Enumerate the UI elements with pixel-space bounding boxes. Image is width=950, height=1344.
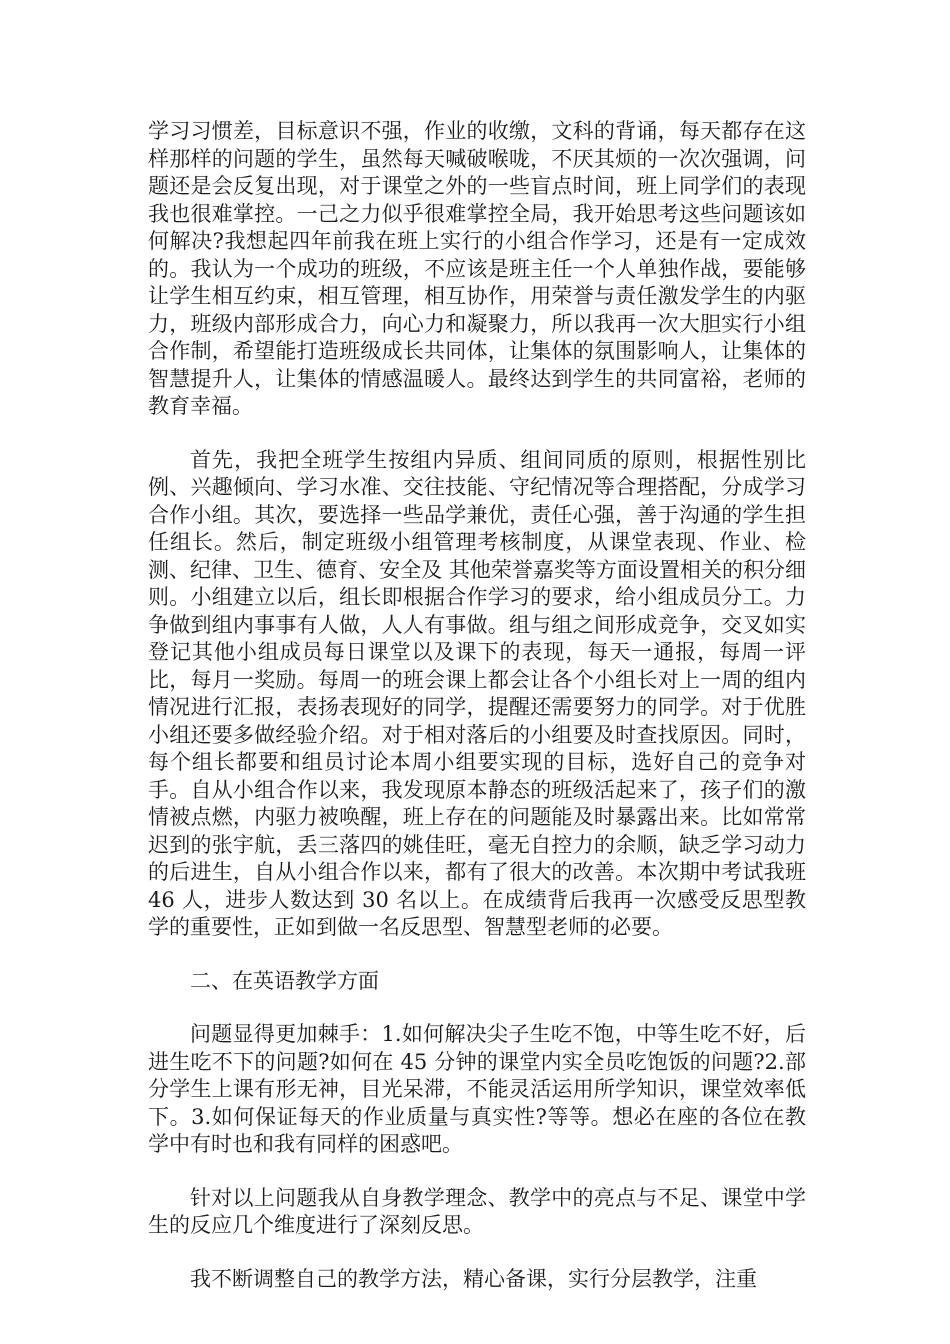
paragraph-group-cooperation: 首先，我把全班学生按组内异质、组间同质的原则，根据性别比例、兴趣倾向、学习水准、交往技能、守纪情况等合理搭配，分成学习合作小组。其次，要选择一些品学兼优，责任心强，善于沟通的学生担任组长。然后，制定班级小组管理考核制度，从课堂表现、作业、检测、纪律、卫生、德育、安全及 其他荣誉嘉奖等方面设置相关的积分细则。小组建立以后，组长即根据合作学习的要求，给小组成员分工。力争做到组内事事有人做，人人有事做。组与组之间形成竞争，交叉如实登记其他小组成员每日课堂以及课下的表现，每天一通报，每周一评比，每月一奖励。每周一的班会课上都会让各个小组长对上一周的组内情况进行汇报，表扬表现好的同学，提醒还需要努力的同学。对于优胜小组还要多做经验介绍。对于相对落后的小组要及时查找原因。同时，每个组长都要和组员讨论本周小组要实现的目标，选好自己的竞争对手。自从小组合作以来，我发现原本静态的班级活起来了，孩子们的激情被点燃，内驱力被唤醒，班上存在的问题能及时暴露出来。比如常常迟到的张宇航，丢三落四的姚佳旺，毫无自控力的余顺，缺乏学习动力的后进生，自从小组合作以来，都有了很大的改善。本次期中考试我班 46 人，进步人数达到 30 名以上。在成绩背后我再一次感受反思型教学的重要性，正如到做一名反思型、智慧型老师的必要。 (148, 447, 806, 939)
document-body (148, 118, 806, 1319)
paragraph-reflection: 针对以上问题我从自身教学理念、教学中的亮点与不足、课堂中学生的反应几个维度进行了深刻反思。 (148, 1185, 806, 1237)
paragraph-english-problems: 问题显得更加棘手：1.如何解决尖子生吃不饱，中等生吃不好，后进生吃不下的问题?如何在 45 分钟的课堂内实全员吃饱饭的问题?2.部分学生上课有形无神，目光呆滞，不能灵活运用所学知识，课堂效率低下。3.如何保证每天的作业质量与真实性?等等。想必在座的各位在教学中有时也和我有同样的困惑吧。 (148, 1022, 806, 1156)
paragraph-class-management-intro: 学习习惯差，目标意识不强，作业的收缴，文科的背诵，每天都存在这样那样的问题的学生，虽然每天喊破喉咙，不厌其烦的一次次强调，问题还是会反复出现，对于课堂之外的一些盲点时间，班上同学们的表现我也很难掌控。一己之力似乎很难掌控全局，我开始思考这些问题该如何解决?我想起四年前我在班上实行的小组合作学习，还是有一定成效的。我认为一个成功的班级，不应该是班主任一个人单独作战，要能够让学生相互约束，相互管理，相互协作，用荣誉与责任激发学生的内驱力，班级内部形成合力，向心力和凝聚力，所以我再一次大胆实行小组合作制，希望能打造班级成长共同体，让集体的氛围影响人，让集体的智慧提升人，让集体的情感温暖人。最终达到学生的共同富裕，老师的教育幸福。 (148, 119, 806, 418)
section-heading-english-teaching: 二、在英语教学方面 (190, 968, 379, 993)
paragraph-teaching-methods: 我不断调整自己的教学方法，精心备课，实行分层教学，注重 (190, 1266, 757, 1291)
